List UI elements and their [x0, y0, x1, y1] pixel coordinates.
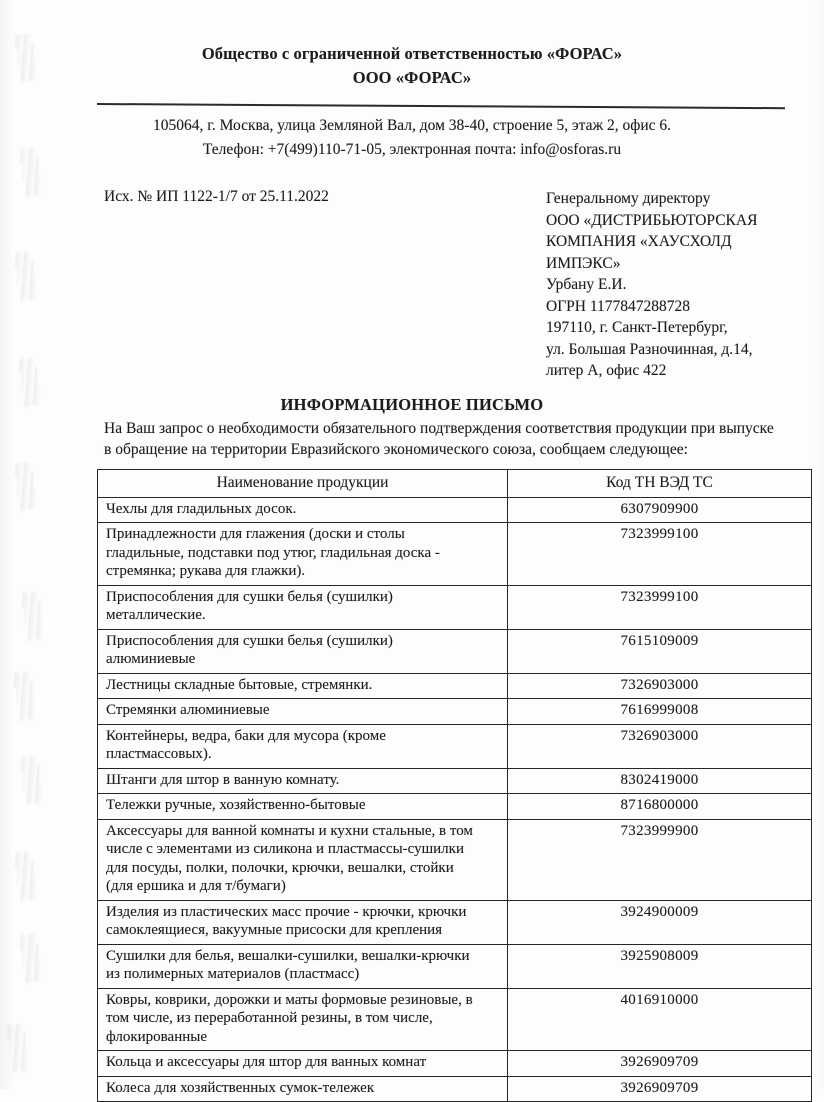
letter-title: ИНФОРМАЦИОННОЕ ПИСЬМО [0, 395, 824, 415]
product-name-cell: Принадлежности для глажения (доски и столы гладильные, подставки под утюг, гладильная доска - стремянка; рукава для глажки). [98, 523, 508, 586]
recipient-line: КОМПАНИЯ «ХАУСХОЛД [546, 231, 784, 253]
table-row [98, 497, 812, 523]
product-name-cell: Колеса для хозяйственных сумок-тележек [98, 1076, 508, 1102]
column-header-code: Код ТН ВЭД ТС [508, 469, 812, 497]
table-row [98, 673, 812, 699]
letter-intro-paragraph: На Ваш запрос о необходимости обязательного подтверждения соответствия продукции при выпуске в обращение на территории Евразийского экономического союза, сообщаем следующее: [104, 418, 776, 460]
product-name-cell: Ковры, коврики, дорожки и маты формовые резиновые, в том числе, из переработанной резины, в том числе, флокированные [98, 988, 508, 1051]
product-name-cell: Кольца и аксессуары для штор для ванных комнат [98, 1051, 508, 1077]
table-row [98, 585, 812, 629]
product-name-cell: Стремянки алюминиевые [98, 699, 508, 725]
table-row [98, 699, 812, 725]
table-row [98, 1051, 812, 1077]
product-name-cell: Приспособления для сушки белья (сушилки) алюминиевые [98, 629, 508, 673]
table-row [98, 523, 812, 586]
table-row [98, 900, 812, 944]
product-code-cell: 7616999008 [508, 699, 812, 725]
product-code-cell: 3925908009 [508, 944, 812, 988]
table-row [98, 944, 812, 988]
outgoing-reference: Исх. № ИП 1122-1/7 от 25.11.2022 [104, 188, 329, 206]
product-table-body [98, 497, 812, 1102]
recipient-line: 197110, г. Санкт-Петербург, [546, 317, 784, 339]
product-name-cell: Лестницы складные бытовые, стремянки. [98, 673, 508, 699]
product-code-cell: 7323999100 [508, 523, 812, 586]
product-code-cell: 7615109009 [508, 629, 812, 673]
recipient-block [546, 188, 784, 382]
table-row [98, 629, 812, 673]
recipient-line: Генеральному директору [546, 188, 784, 210]
column-header-product-name: Наименование продукции [98, 469, 508, 497]
letterhead-address-block [0, 114, 824, 162]
product-name-cell: Тележки ручные, хозяйственно-бытовые [98, 794, 508, 820]
product-code-cell: 8716800000 [508, 794, 812, 820]
product-code-cell: 3924900009 [508, 900, 812, 944]
recipient-line: литер А, офис 422 [546, 360, 784, 382]
company-contacts: Телефон: +7(499)110-71-05, электронная почта: info@osforas.ru [0, 138, 824, 162]
recipient-line: ООО «ДИСТРИБЬЮТОРСКАЯ [546, 210, 784, 232]
product-code-cell: 7323999100 [508, 585, 812, 629]
reference-and-recipient [104, 188, 784, 382]
table-row [98, 794, 812, 820]
product-code-cell: 3926909709 [508, 1051, 812, 1077]
recipient-line: ул. Большая Разночинная, д.14, [546, 339, 784, 361]
table-row [98, 819, 812, 900]
product-name-cell: Штанги для штор в ванную комнату. [98, 768, 508, 794]
product-code-cell: 7326903000 [508, 724, 812, 768]
recipient-line: ОГРН 1177847288728 [546, 296, 784, 318]
letterhead-divider [97, 103, 785, 109]
product-code-cell: 7323999900 [508, 819, 812, 900]
table-row [98, 724, 812, 768]
product-code-cell: 3926909709 [508, 1076, 812, 1102]
table-row [98, 988, 812, 1051]
product-code-cell: 7326903000 [508, 673, 812, 699]
recipient-line: Урбану Е.И. [546, 274, 784, 296]
product-code-cell: 4016910000 [508, 988, 812, 1051]
company-name-full: Общество с ограниченной ответственностью «ФОРАС» [0, 42, 824, 66]
product-name-cell: Контейнеры, ведра, баки для мусора (кроме пластмассовых). [98, 724, 508, 768]
product-codes-table [97, 469, 812, 1102]
table-header-row [98, 469, 812, 497]
company-name-short: ООО «ФОРАС» [0, 66, 824, 90]
product-name-cell: Изделия из пластических масс прочие - крючки, крючки самоклеящиеся, вакуумные присоски для крепления [98, 900, 508, 944]
table-row [98, 768, 812, 794]
product-name-cell: Приспособления для сушки белья (сушилки) металлические. [98, 585, 508, 629]
product-code-cell: 8302419000 [508, 768, 812, 794]
company-address: 105064, г. Москва, улица Земляной Вал, дом 38-40, строение 5, этаж 2, офис 6. [0, 114, 824, 138]
product-name-cell: Сушилки для белья, вешалки-сушилки, вешалки-крючки из полимерных материалов (пластмасс) [98, 944, 508, 988]
product-name-cell: Чехлы для гладильных досок. [98, 497, 508, 523]
recipient-line: ИМПЭКС» [546, 253, 784, 275]
letterhead [0, 0, 824, 90]
product-code-cell: 6307909900 [508, 497, 812, 523]
product-name-cell: Аксессуары для ванной комнаты и кухни стальные, в том числе с элементами из силикона и пластмассы-сушилки для посуды, полки, полочки, крючки, вешалки, стойки (для ершика и для т/бумаги) [98, 819, 508, 900]
